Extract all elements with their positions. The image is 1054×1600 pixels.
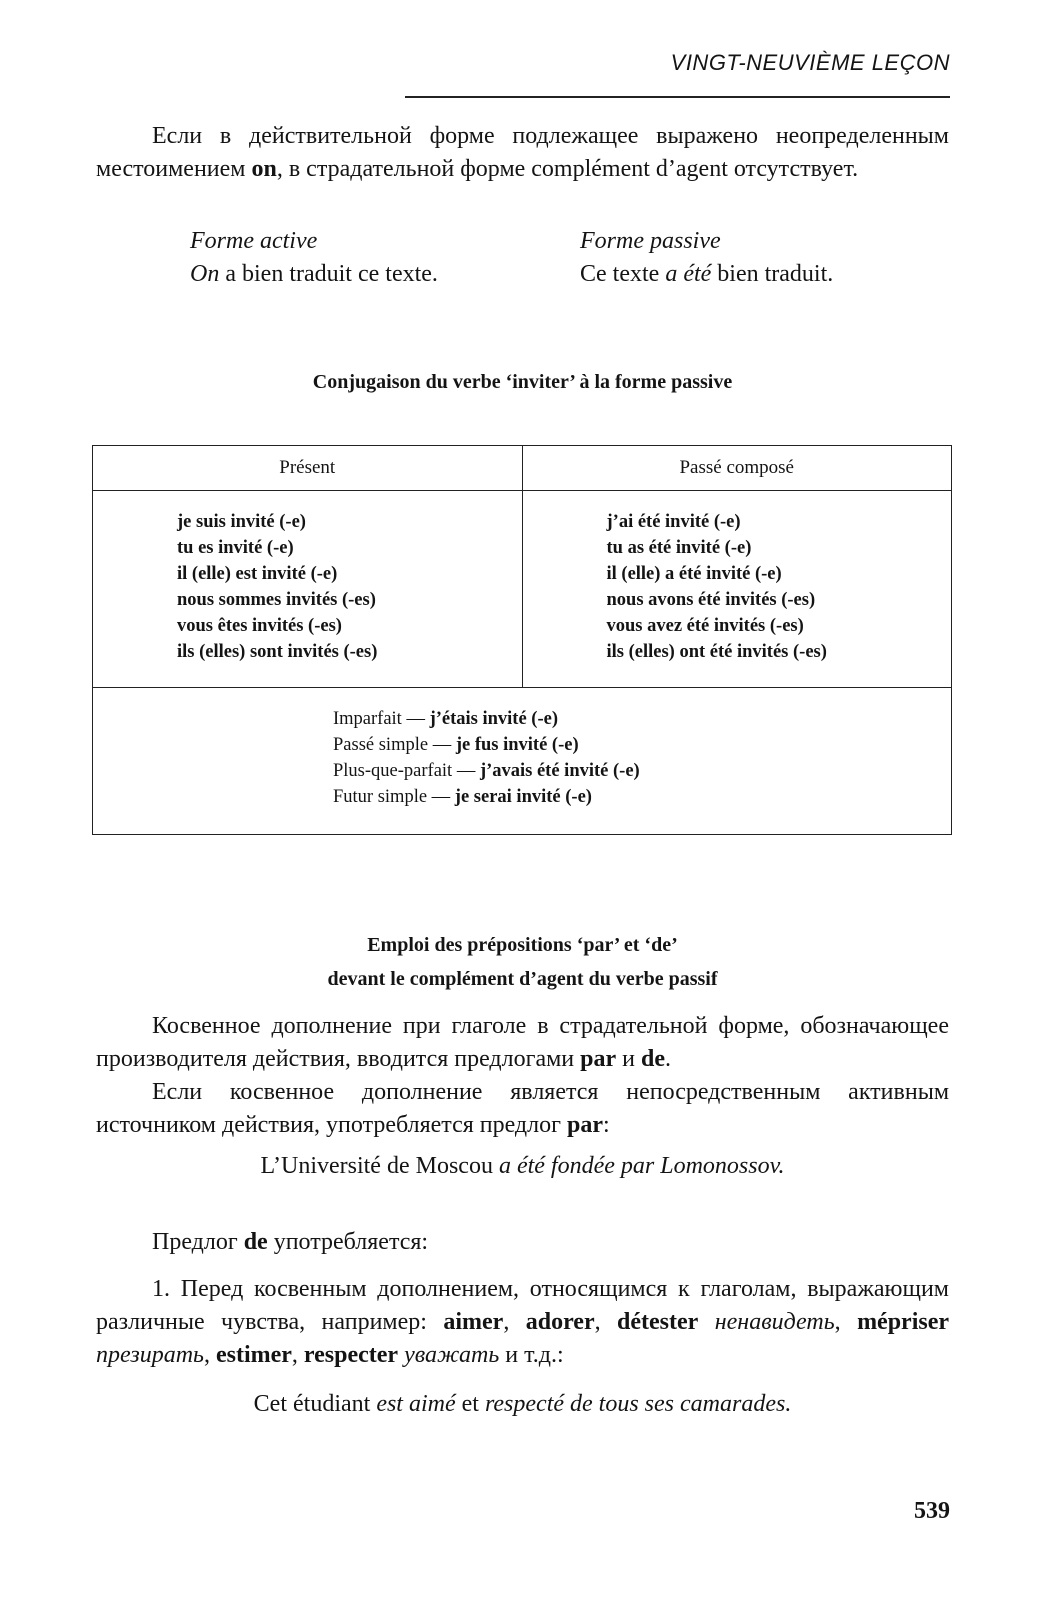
p2-end: : <box>602 1112 610 1138</box>
tense-row-futur-simple <box>333 784 951 810</box>
p4-comma: , <box>594 1309 618 1335</box>
tense-row-plus-que-parfait <box>333 758 951 784</box>
table-header-row <box>93 446 951 491</box>
passe-compose-form: ils (elles) ont été invités (-es) <box>606 642 827 662</box>
p4-text: 1. Перед косвенным дополнением, относящимся к глаголам, выражающим различные чувства, например: <box>96 1276 949 1335</box>
p4-comma: , <box>203 1342 216 1368</box>
p3-de: de <box>243 1229 268 1255</box>
p4-comma: , <box>291 1342 304 1368</box>
ex2-italic-1: est aimé <box>376 1391 456 1417</box>
example-lomonossov <box>96 1150 949 1183</box>
section2-title-line2: devant le complément d’agent du verbe passif <box>327 968 718 990</box>
passe-compose-form: tu as été invité (-e) <box>606 538 752 558</box>
passe-compose-column <box>523 491 952 687</box>
conjugation-title: Conjugaison du verbe ‘inviter’ à la forme passive <box>312 371 733 393</box>
example-active-rest: a bien traduit ce texte. <box>219 261 438 287</box>
tense-form: je serai invité (-e) <box>454 787 592 807</box>
example-active-on: On <box>190 261 220 287</box>
section2-title-line1: Emploi des prépositions ‘par’ et ‘de’ <box>367 934 678 956</box>
other-tenses <box>93 688 951 834</box>
present-form: tu es invité (-e) <box>177 538 294 558</box>
tense-name: Plus-que-parfait <box>333 761 453 781</box>
example-active-title: Forme active <box>190 228 318 254</box>
passe-compose-form: vous avez été invités (-es) <box>606 616 804 636</box>
p4-mepriser: mépriser <box>857 1309 950 1335</box>
tense-name: Futur simple <box>333 787 428 807</box>
p1-text: Косвенное дополнение при глаголе в страдательной форме, обозначающее производителя действия, вводится предлогами <box>96 1013 949 1072</box>
p4-uvazhat: уважать <box>398 1342 500 1368</box>
intro-on: on <box>251 156 277 182</box>
header-present: Présent <box>93 446 523 490</box>
tense-dash: — <box>427 787 455 807</box>
ex2-text: Cet étudiant <box>253 1391 377 1417</box>
conjugation-table <box>92 445 952 835</box>
ex1-italic: a été fondée par Lomonossov. <box>498 1153 785 1179</box>
p1-end: . <box>665 1046 671 1072</box>
tense-form: j’avais été invité (-e) <box>479 761 640 781</box>
section2-paragraph-4 <box>96 1273 949 1372</box>
p2-par: par <box>566 1112 603 1138</box>
passe-compose-form: il (elle) a été invité (-e) <box>606 564 782 584</box>
section2-paragraph-1 <box>96 1010 949 1076</box>
p4-aimer: aimer <box>443 1309 504 1335</box>
tense-dash: — <box>428 735 456 755</box>
intro-text: Если в действительной форме подлежащее выражено неопределенным местоимением <box>96 123 949 182</box>
intro-text-end: , в страдательной форме complément d’agent отсутствует. <box>276 156 859 182</box>
tense-row-passe-simple <box>333 732 951 758</box>
ex2-italic-2: respecté de tous ses camarades. <box>484 1391 792 1417</box>
tense-form: je fus invité (-e) <box>455 735 579 755</box>
header-passe-compose: Passé composé <box>679 457 794 478</box>
p3-text: Предлог <box>152 1229 244 1255</box>
running-header: VINGT-NEUVIÈME LEÇON <box>670 50 950 75</box>
tense-name: Imparfait <box>333 709 402 729</box>
example-passive-post: bien traduit. <box>711 261 834 287</box>
tense-name: Passé simple <box>333 735 429 755</box>
p4-respecter: respecter <box>303 1342 399 1368</box>
p3-end: употребляется: <box>267 1229 429 1255</box>
p1-and: и <box>616 1046 641 1072</box>
p4-prezirat: презирать <box>96 1342 204 1368</box>
tense-dash: — <box>452 761 480 781</box>
present-column <box>93 491 523 687</box>
example-passive-pre: Ce texte <box>580 261 666 287</box>
p4-end: и т.д.: <box>499 1342 564 1368</box>
header-rule <box>405 96 950 98</box>
example-etudiant <box>96 1388 949 1421</box>
p4-detester: détester <box>617 1309 699 1335</box>
section2-paragraph-2 <box>96 1076 949 1142</box>
p4-adorer: adorer <box>525 1309 595 1335</box>
example-passive-aete: a été <box>665 261 712 287</box>
tense-form: j’étais invité (-e) <box>429 709 558 729</box>
p1-de: de <box>641 1046 665 1072</box>
page-number: 539 <box>914 1498 950 1524</box>
example-passive <box>580 225 833 291</box>
p4-estimer: estimer <box>215 1342 292 1368</box>
present-form: je suis invité (-e) <box>177 512 306 532</box>
example-passive-sentence <box>580 258 833 291</box>
p2-text: Если косвенное дополнение является непосредственным активным источником действия, употребляется предлог <box>96 1079 949 1138</box>
tense-row-imparfait <box>333 706 951 732</box>
present-form: ils (elles) sont invités (-es) <box>177 642 378 662</box>
present-form: il (elle) est invité (-e) <box>177 564 338 584</box>
present-form: nous sommes invités (-es) <box>177 590 376 610</box>
passe-compose-form: nous avons été invités (-es) <box>606 590 816 610</box>
example-passive-title: Forme passive <box>580 228 721 254</box>
ex1-text: L’Université de Moscou <box>260 1153 499 1179</box>
intro-paragraph <box>96 120 949 186</box>
tense-dash: — <box>401 709 430 729</box>
present-form: vous êtes invités (-es) <box>177 616 342 636</box>
passe-compose-form: j’ai été invité (-e) <box>606 512 741 532</box>
p1-par: par <box>580 1046 617 1072</box>
p4-comma: , <box>503 1309 526 1335</box>
ex2-et: et <box>455 1391 485 1417</box>
section2-paragraph-3 <box>96 1226 949 1259</box>
example-active <box>190 225 438 291</box>
p4-nenavidet: ненавидеть <box>698 1309 835 1335</box>
example-active-sentence <box>190 258 438 291</box>
table-body-row <box>93 491 951 688</box>
p4-comma: , <box>834 1309 858 1335</box>
